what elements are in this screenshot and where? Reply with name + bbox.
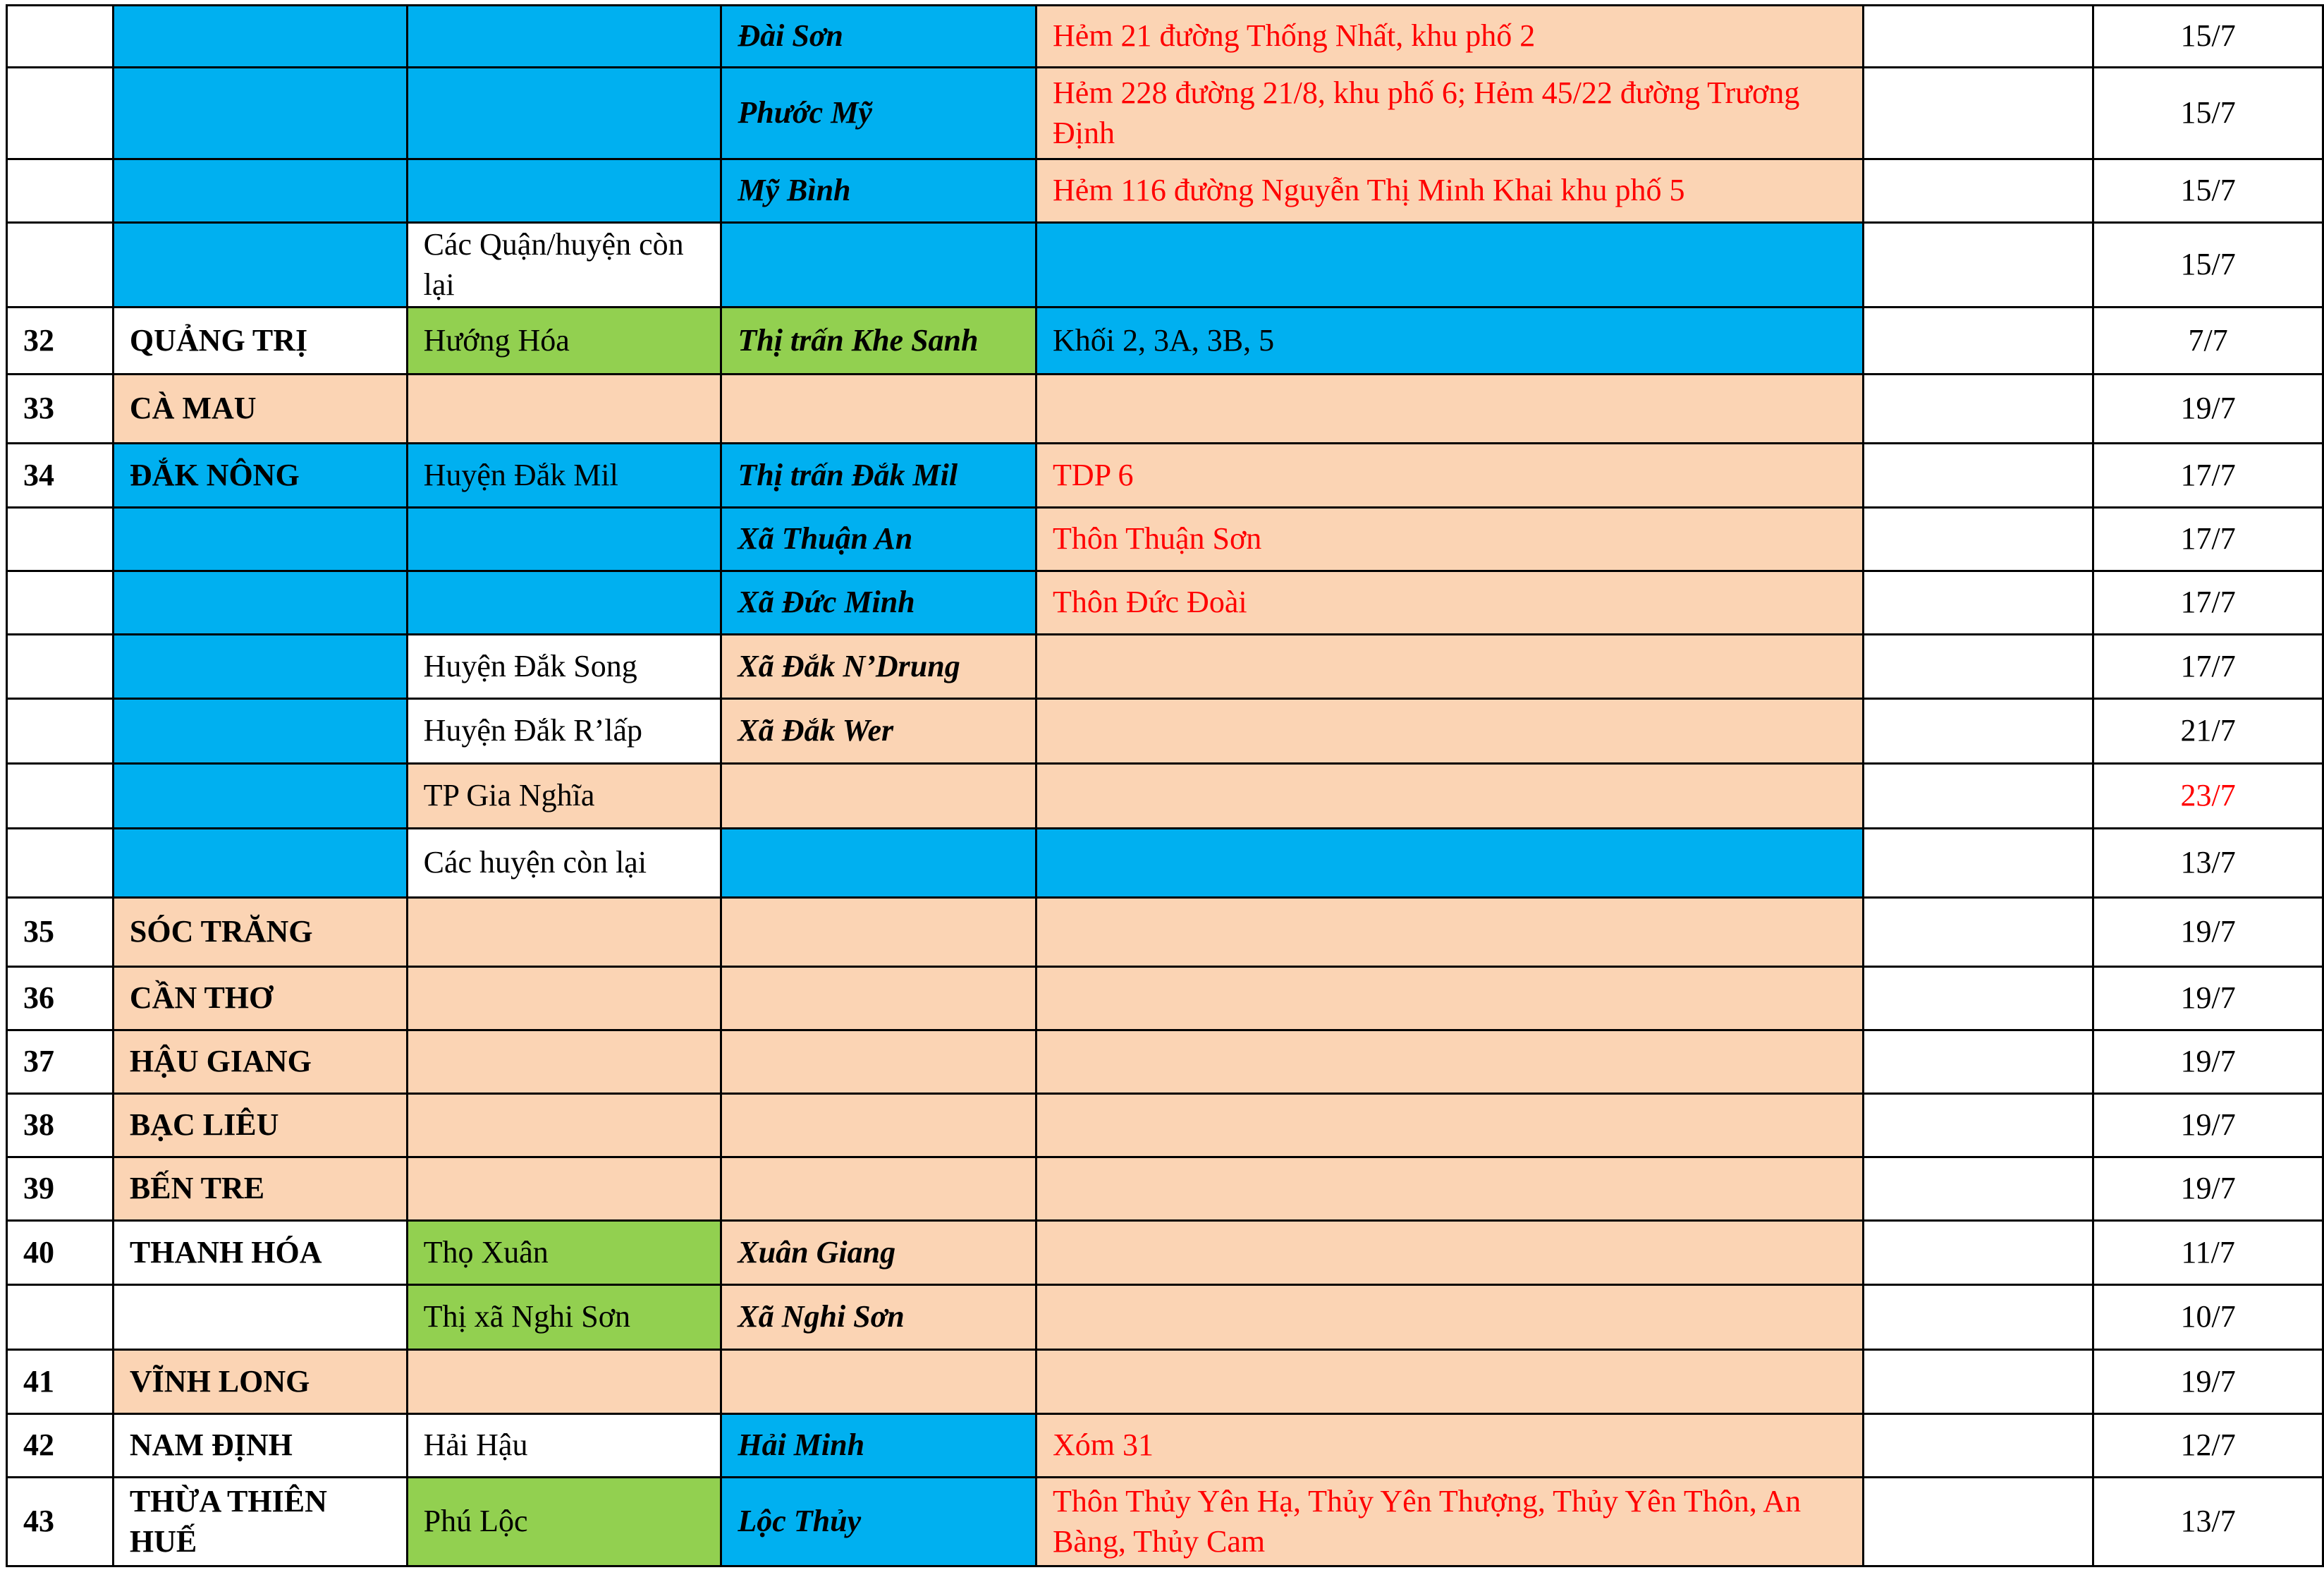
table-row [7,308,2323,375]
location-cell: Thôn Đức Đoài [1036,571,1864,635]
province-cell: THANH HÓA [113,1221,407,1285]
commune-cell: Xã Nghi Sơn [721,1285,1036,1350]
note-cell [1863,898,2093,967]
location-cell: Khối 2, 3A, 3B, 5 [1036,308,1864,375]
district-cell: Các Quận/huyện còn lại [407,223,721,308]
district-cell [407,159,721,223]
date-cell: 13/7 [2093,829,2323,898]
commune-cell: Xã Đức Minh [721,571,1036,635]
row-number: 36 [7,967,114,1030]
row-number [7,68,114,159]
date-cell: 19/7 [2093,375,2323,444]
table-row [7,764,2323,829]
date-cell: 19/7 [2093,967,2323,1030]
province-cell [113,223,407,308]
table-row [7,699,2323,764]
table-row [7,6,2323,68]
row-number: 40 [7,1221,114,1285]
commune-cell: Xuân Giang [721,1221,1036,1285]
commune-cell [721,1030,1036,1094]
province-cell [113,508,407,571]
row-number [7,829,114,898]
location-cell: Hẻm 116 đường Nguyễn Thị Minh Khai khu phố 5 [1036,159,1864,223]
district-cell [407,1157,721,1221]
table-row [7,159,2323,223]
district-cell: Thị xã Nghi Sơn [407,1285,721,1350]
commune-cell [721,764,1036,829]
table-row [7,1221,2323,1285]
location-cell: Thôn Thuận Sơn [1036,508,1864,571]
row-number [7,1285,114,1350]
note-cell [1863,6,2093,68]
note-cell [1863,1350,2093,1414]
location-cell [1036,898,1864,967]
province-cell: VĨNH LONG [113,1350,407,1414]
note-cell [1863,1221,2093,1285]
note-cell [1863,1030,2093,1094]
province-cell [113,635,407,699]
province-cell [113,699,407,764]
row-number: 33 [7,375,114,444]
date-cell: 15/7 [2093,159,2323,223]
district-cell [407,375,721,444]
date-cell: 15/7 [2093,223,2323,308]
note-cell [1863,1285,2093,1350]
location-cell [1036,699,1864,764]
date-cell: 11/7 [2093,1221,2323,1285]
note-cell [1863,68,2093,159]
commune-cell [721,1157,1036,1221]
province-cell: QUẢNG TRỊ [113,308,407,375]
district-cell: Thọ Xuân [407,1221,721,1285]
date-cell: 12/7 [2093,1414,2323,1478]
province-cell: HẬU GIANG [113,1030,407,1094]
table-row [7,444,2323,508]
district-cell: Các huyện còn lại [407,829,721,898]
date-cell: 17/7 [2093,444,2323,508]
note-cell [1863,635,2093,699]
commune-cell [721,967,1036,1030]
note-cell [1863,1478,2093,1566]
district-cell: Phú Lộc [407,1478,721,1566]
location-cell: Hẻm 228 đường 21/8, khu phố 6; Hẻm 45/22 đường Trương Định [1036,68,1864,159]
row-number: 37 [7,1030,114,1094]
note-cell [1863,1414,2093,1478]
commune-cell [721,898,1036,967]
date-cell: 13/7 [2093,1478,2323,1566]
district-cell [407,6,721,68]
province-cell: CÀ MAU [113,375,407,444]
location-cell [1036,1157,1864,1221]
district-cell [407,68,721,159]
date-cell: 19/7 [2093,1350,2323,1414]
date-cell: 19/7 [2093,1030,2323,1094]
table-row [7,1030,2323,1094]
row-number: 35 [7,898,114,967]
date-cell: 21/7 [2093,699,2323,764]
table-row [7,1414,2323,1478]
note-cell [1863,967,2093,1030]
location-cell [1036,1094,1864,1157]
table-row [7,1157,2323,1221]
date-cell: 19/7 [2093,898,2323,967]
row-number: 39 [7,1157,114,1221]
table-row [7,375,2323,444]
row-number: 32 [7,308,114,375]
note-cell [1863,159,2093,223]
location-cell: TDP 6 [1036,444,1864,508]
district-cell: Hải Hậu [407,1414,721,1478]
district-cell: Huyện Đắk R’lấp [407,699,721,764]
district-cell [407,967,721,1030]
row-number: 43 [7,1478,114,1566]
table-row [7,1285,2323,1350]
row-number: 42 [7,1414,114,1478]
row-number [7,699,114,764]
row-number [7,6,114,68]
province-cell: CẦN THƠ [113,967,407,1030]
location-cell [1036,1350,1864,1414]
table-row [7,635,2323,699]
note-cell [1863,699,2093,764]
row-number: 38 [7,1094,114,1157]
row-number [7,635,114,699]
table-row [7,571,2323,635]
table-row [7,898,2323,967]
location-cell [1036,967,1864,1030]
date-cell: 17/7 [2093,508,2323,571]
row-number [7,508,114,571]
province-cell [113,829,407,898]
table-row [7,967,2323,1030]
commune-cell: Thị trấn Đắk Mil [721,444,1036,508]
date-cell: 17/7 [2093,571,2323,635]
district-cell: Huyện Đắk Song [407,635,721,699]
note-cell [1863,223,2093,308]
date-cell: 19/7 [2093,1094,2323,1157]
commune-cell [721,1094,1036,1157]
note-cell [1863,375,2093,444]
district-cell: Hướng Hóa [407,308,721,375]
note-cell [1863,764,2093,829]
province-cell: NAM ĐỊNH [113,1414,407,1478]
outbreak-table [6,4,2324,1567]
commune-cell: Xã Đắk N’Drung [721,635,1036,699]
location-cell: Hẻm 21 đường Thống Nhất, khu phố 2 [1036,6,1864,68]
province-cell [113,159,407,223]
province-cell [113,764,407,829]
district-cell [407,1350,721,1414]
location-cell [1036,764,1864,829]
date-cell: 10/7 [2093,1285,2323,1350]
location-cell [1036,635,1864,699]
table-row [7,68,2323,159]
note-cell [1863,508,2093,571]
table-row [7,829,2323,898]
province-cell [113,68,407,159]
commune-cell: Xã Thuận An [721,508,1036,571]
note-cell [1863,1094,2093,1157]
district-cell [407,571,721,635]
district-cell: Huyện Đắk Mil [407,444,721,508]
commune-cell: Đài Sơn [721,6,1036,68]
province-cell [113,1285,407,1350]
province-cell [113,571,407,635]
row-number: 34 [7,444,114,508]
commune-cell [721,375,1036,444]
district-cell [407,508,721,571]
date-cell: 23/7 [2093,764,2323,829]
province-cell: ĐẮK NÔNG [113,444,407,508]
commune-cell: Mỹ Bình [721,159,1036,223]
note-cell [1863,829,2093,898]
location-cell [1036,829,1864,898]
row-number [7,159,114,223]
location-cell [1036,223,1864,308]
row-number [7,764,114,829]
date-cell: 17/7 [2093,635,2323,699]
location-cell [1036,375,1864,444]
table-row [7,1350,2323,1414]
district-cell [407,898,721,967]
row-number: 41 [7,1350,114,1414]
note-cell [1863,571,2093,635]
province-cell [113,6,407,68]
location-cell [1036,1030,1864,1094]
row-number [7,571,114,635]
commune-cell: Hải Minh [721,1414,1036,1478]
date-cell: 15/7 [2093,68,2323,159]
date-cell: 15/7 [2093,6,2323,68]
commune-cell [721,829,1036,898]
district-cell [407,1030,721,1094]
commune-cell: Phước Mỹ [721,68,1036,159]
table-row [7,223,2323,308]
note-cell [1863,308,2093,375]
commune-cell: Xã Đắk Wer [721,699,1036,764]
location-cell [1036,1221,1864,1285]
province-cell: SÓC TRĂNG [113,898,407,967]
note-cell [1863,444,2093,508]
commune-cell: Thị trấn Khe Sanh [721,308,1036,375]
province-cell: BẠC LIÊU [113,1094,407,1157]
note-cell [1863,1157,2093,1221]
commune-cell [721,1350,1036,1414]
row-number [7,223,114,308]
province-cell: THỪA THIÊN HUẾ [113,1478,407,1566]
location-cell [1036,1285,1864,1350]
commune-cell: Lộc Thủy [721,1478,1036,1566]
table-row [7,1478,2323,1566]
date-cell: 19/7 [2093,1157,2323,1221]
date-cell: 7/7 [2093,308,2323,375]
province-cell: BẾN TRE [113,1157,407,1221]
commune-cell [721,223,1036,308]
table-row [7,508,2323,571]
location-cell: Xóm 31 [1036,1414,1864,1478]
table-row [7,1094,2323,1157]
district-cell [407,1094,721,1157]
district-cell: TP Gia Nghĩa [407,764,721,829]
location-cell: Thôn Thủy Yên Hạ, Thủy Yên Thượng, Thủy Yên Thôn, An Bàng, Thủy Cam [1036,1478,1864,1566]
